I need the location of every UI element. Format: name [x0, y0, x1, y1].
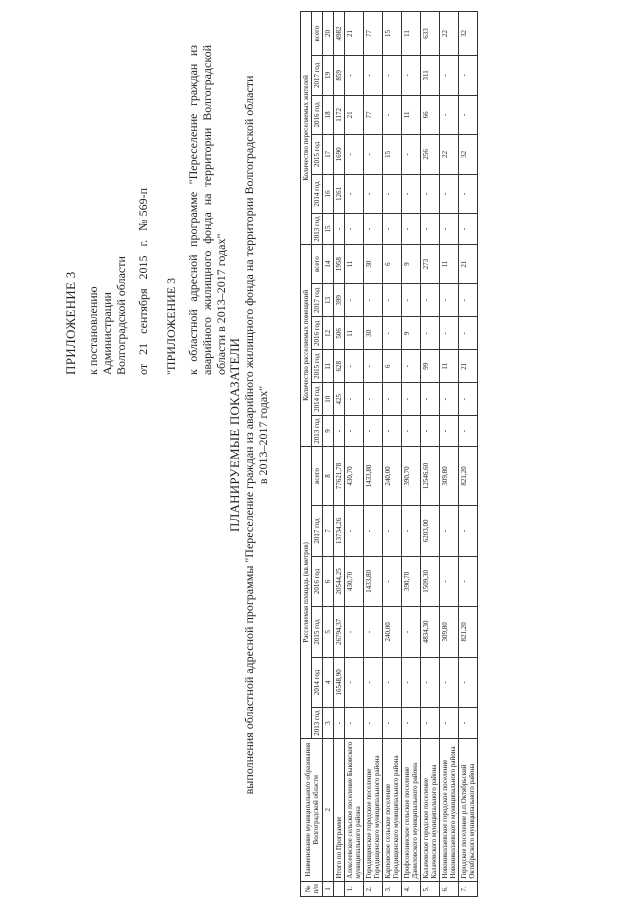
- people-value: 11: [402, 12, 421, 56]
- people-value: -: [440, 56, 459, 96]
- people-value: 633: [421, 12, 440, 56]
- column-index-cell: 6: [323, 556, 334, 607]
- row-number: 3.: [383, 881, 402, 896]
- column-index-cell: 20: [323, 12, 334, 56]
- rooms-value: -: [345, 284, 364, 317]
- people-value: 15: [383, 12, 402, 56]
- rooms-value: -: [440, 383, 459, 416]
- header-rooms: Количество расселяемых помещений: [301, 244, 312, 446]
- rooms-value: -: [345, 416, 364, 447]
- area-value: -: [440, 556, 459, 607]
- date-g: г.: [136, 239, 150, 247]
- area-value: 26794,37: [334, 607, 345, 658]
- row-number: 2.: [364, 881, 383, 896]
- column-index-cell: 16: [323, 174, 334, 214]
- people-value: 256: [421, 135, 440, 175]
- column-index-cell: 9: [323, 416, 334, 447]
- year-header: 2017 год: [312, 56, 323, 96]
- rooms-value: -: [383, 317, 402, 350]
- area-value: -: [345, 708, 364, 739]
- column-index-cell: 13: [323, 284, 334, 317]
- area-value: 13734,26: [334, 506, 345, 557]
- rooms-value: -: [459, 416, 478, 447]
- table-body: [334, 12, 478, 897]
- row-number: 6.: [440, 881, 459, 896]
- rooms-value: 11: [440, 244, 459, 284]
- area-value: -: [345, 607, 364, 658]
- rooms-value: -: [440, 284, 459, 317]
- people-value: -: [421, 214, 440, 245]
- rooms-value: 11: [440, 350, 459, 383]
- appendix-header: [64, 35, 228, 375]
- rooms-value: -: [402, 350, 421, 383]
- date-month: сентября: [136, 288, 150, 334]
- municipality-name: Городищенское городское поселение Городищенского муниципального района: [364, 738, 383, 881]
- people-value: 4982: [334, 12, 345, 56]
- area-value: -: [421, 657, 440, 708]
- rooms-value: -: [459, 383, 478, 416]
- rooms-value: 21: [459, 350, 478, 383]
- area-value: -: [421, 708, 440, 739]
- people-value: -: [383, 95, 402, 135]
- column-index-cell: 12: [323, 317, 334, 350]
- area-value: -: [364, 607, 383, 658]
- rooms-value: 9: [402, 244, 421, 284]
- area-value: -: [459, 708, 478, 739]
- area-value: 1433,80: [364, 556, 383, 607]
- header-people: Количество переселяемых жителей: [301, 12, 312, 245]
- people-value: -: [383, 174, 402, 214]
- rooms-value: 425: [334, 383, 345, 416]
- header-num: № п/п: [301, 881, 323, 896]
- area-value: -: [440, 506, 459, 557]
- area-value: -: [383, 506, 402, 557]
- rooms-value: -: [459, 284, 478, 317]
- year-header: 2017 год: [312, 506, 323, 557]
- area-value: 821,20: [459, 446, 478, 505]
- people-value: -: [364, 135, 383, 175]
- year-header: 2013 год: [312, 708, 323, 739]
- people-value: 1261: [334, 174, 345, 214]
- area-value: 77621,78: [334, 446, 345, 505]
- area-value: -: [440, 708, 459, 739]
- people-value: 32: [459, 12, 478, 56]
- column-index-cell: 2: [323, 738, 334, 881]
- area-value: -: [402, 708, 421, 739]
- year-header: всего: [312, 244, 323, 284]
- people-value: 32: [459, 135, 478, 175]
- people-value: 15: [383, 135, 402, 175]
- column-index-cell: 5: [323, 607, 334, 658]
- people-value: 21: [345, 95, 364, 135]
- rooms-value: -: [334, 416, 345, 447]
- area-value: -: [345, 657, 364, 708]
- area-value: 6203,00: [421, 506, 440, 557]
- people-value: 311: [421, 56, 440, 96]
- rooms-value: 399: [334, 284, 345, 317]
- area-value: 390,70: [402, 556, 421, 607]
- municipality-name: Городское поселение р.п.Октябрьский Октябрьского муниципального района: [459, 738, 478, 881]
- rooms-value: 628: [334, 350, 345, 383]
- area-value: -: [459, 657, 478, 708]
- indicators-table: [300, 11, 478, 897]
- year-header: 2017 год: [312, 284, 323, 317]
- header-area: Расселяемая площадь (кв.метров): [301, 446, 312, 738]
- year-header: 2016 год: [312, 556, 323, 607]
- rooms-value: 9: [402, 317, 421, 350]
- rooms-value: 6: [383, 350, 402, 383]
- appendix-title: ПРИЛОЖЕНИЕ 3: [63, 271, 78, 375]
- rooms-value: 30: [364, 244, 383, 284]
- column-index-cell: 3: [323, 708, 334, 739]
- appendix-quote-title: "ПРИЛОЖЕНИЕ 3: [164, 277, 178, 375]
- people-value: -: [440, 95, 459, 135]
- area-value: 430,70: [345, 556, 364, 607]
- rooms-value: -: [421, 383, 440, 416]
- column-index-cell: 18: [323, 95, 334, 135]
- people-value: 11: [402, 95, 421, 135]
- column-index-cell: 8: [323, 446, 334, 505]
- rooms-value: -: [402, 284, 421, 317]
- year-header: 2016 год: [312, 95, 323, 135]
- row-number: 1.: [345, 881, 364, 896]
- appendix-program-text: к областной адресной программе "Переселение граждан из аварийного жилищного фонда на территории Волгоградской области в 2013–2017 годах": [186, 45, 228, 375]
- people-value: -: [440, 214, 459, 245]
- people-value: 859: [334, 56, 345, 96]
- appendix-administration: Администрации: [100, 292, 114, 375]
- municipality-name: Профсоюзинское сельское поселение Даниловского муниципального района: [402, 738, 421, 881]
- people-value: -: [402, 174, 421, 214]
- area-value: 16548,90: [334, 657, 345, 708]
- column-index-cell: 11: [323, 350, 334, 383]
- area-value: 20544,25: [334, 556, 345, 607]
- date-day: 21: [136, 342, 150, 355]
- area-value: -: [383, 708, 402, 739]
- row-number: 7.: [459, 881, 478, 896]
- people-value: -: [440, 174, 459, 214]
- table-row: [440, 12, 459, 897]
- year-header: 2013 год: [312, 416, 323, 447]
- table-row: [421, 12, 440, 897]
- column-index-cell: 19: [323, 56, 334, 96]
- rooms-value: -: [364, 383, 383, 416]
- rooms-value: -: [440, 317, 459, 350]
- rooms-value: -: [459, 317, 478, 350]
- document-heading: [228, 55, 270, 815]
- municipality-name: Калачевское городское поселение Калачевского муниципального района: [421, 738, 440, 881]
- people-value: -: [459, 95, 478, 135]
- header-name: Наименование муниципального образования Волгоградской области: [301, 738, 323, 881]
- rooms-value: 30: [364, 317, 383, 350]
- area-value: 821,20: [459, 607, 478, 658]
- rooms-value: -: [421, 284, 440, 317]
- people-value: 1690: [334, 135, 345, 175]
- people-value: 77: [364, 95, 383, 135]
- rooms-value: -: [383, 383, 402, 416]
- people-value: -: [402, 135, 421, 175]
- year-header: 2015 год: [312, 135, 323, 175]
- rooms-value: 1958: [334, 244, 345, 284]
- year-header: 2015 год: [312, 350, 323, 383]
- people-value: -: [345, 174, 364, 214]
- rooms-value: -: [345, 383, 364, 416]
- row-number: 4.: [402, 881, 421, 896]
- municipality-name: Карповское сельское поселение Городищенского муниципального района: [383, 738, 402, 881]
- municipality-name: Алексеевское сельское поселение Быковского муниципального района: [345, 738, 364, 881]
- people-value: -: [402, 214, 421, 245]
- people-value: -: [345, 214, 364, 245]
- people-value: -: [383, 56, 402, 96]
- people-value: -: [334, 214, 345, 245]
- people-value: -: [459, 56, 478, 96]
- table-row: [334, 12, 345, 897]
- column-index-cell: 14: [323, 244, 334, 284]
- area-value: -: [459, 506, 478, 557]
- column-index-cell: 10: [323, 383, 334, 416]
- people-value: 22: [440, 12, 459, 56]
- year-header: 2015 год: [312, 607, 323, 658]
- rooms-value: 273: [421, 244, 440, 284]
- heading-title: ПЛАНИРУЕМЫЕ ПОКАЗАТЕЛИ: [227, 337, 242, 533]
- area-value: 240,00: [383, 446, 402, 505]
- area-value: 1509,30: [421, 556, 440, 607]
- year-header: 2014 год: [312, 174, 323, 214]
- area-value: -: [383, 657, 402, 708]
- date-from: от: [136, 363, 150, 375]
- year-header: 2014 год: [312, 383, 323, 416]
- area-value: -: [334, 708, 345, 739]
- people-value: 66: [421, 95, 440, 135]
- rooms-value: 506: [334, 317, 345, 350]
- people-value: -: [345, 135, 364, 175]
- rooms-value: -: [383, 416, 402, 447]
- rooms-value: -: [345, 350, 364, 383]
- row-number: [334, 881, 345, 896]
- rooms-value: -: [402, 383, 421, 416]
- area-value: -: [364, 708, 383, 739]
- table-row: [364, 12, 383, 897]
- area-value: -: [345, 506, 364, 557]
- area-value: -: [364, 657, 383, 708]
- table-row: [402, 12, 421, 897]
- area-value: -: [459, 556, 478, 607]
- people-value: -: [364, 56, 383, 96]
- column-index-cell: 15: [323, 214, 334, 245]
- rooms-value: -: [364, 416, 383, 447]
- column-index-cell: 7: [323, 506, 334, 557]
- area-value: 390,70: [402, 446, 421, 505]
- table-row: [459, 12, 478, 897]
- people-value: -: [345, 56, 364, 96]
- area-value: 309,80: [440, 446, 459, 505]
- year-header: 2014 год: [312, 657, 323, 708]
- rooms-value: -: [402, 416, 421, 447]
- area-value: -: [402, 506, 421, 557]
- year-header: всего: [312, 12, 323, 56]
- rooms-value: -: [421, 317, 440, 350]
- people-value: -: [364, 174, 383, 214]
- area-value: -: [440, 657, 459, 708]
- people-value: 22: [440, 135, 459, 175]
- people-value: -: [364, 214, 383, 245]
- rooms-value: 11: [345, 317, 364, 350]
- rooms-value: 99: [421, 350, 440, 383]
- heading-line-2: в 2013–2017 годах": [256, 385, 270, 485]
- people-value: 1172: [334, 95, 345, 135]
- rooms-value: 6: [383, 244, 402, 284]
- people-value: 21: [345, 12, 364, 56]
- area-value: 4834,30: [421, 607, 440, 658]
- people-value: -: [421, 174, 440, 214]
- column-index-row: [323, 12, 334, 897]
- rooms-value: 11: [345, 244, 364, 284]
- area-value: 240,00: [383, 607, 402, 658]
- people-value: -: [459, 174, 478, 214]
- rooms-value: -: [421, 416, 440, 447]
- people-value: -: [402, 56, 421, 96]
- area-value: -: [383, 556, 402, 607]
- rooms-value: -: [440, 416, 459, 447]
- year-header: 2013 год: [312, 214, 323, 245]
- rooms-value: -: [364, 350, 383, 383]
- area-value: -: [402, 607, 421, 658]
- people-value: -: [459, 214, 478, 245]
- row-number: 5.: [421, 881, 440, 896]
- appendix-region: Волгоградской области: [114, 256, 128, 375]
- table-row: [383, 12, 402, 897]
- area-value: -: [402, 657, 421, 708]
- area-value: -: [364, 506, 383, 557]
- year-header: 2016 год: [312, 317, 323, 350]
- municipality-name: Новониколаевское городское поселение Новониколаевского муниципального района: [440, 738, 459, 881]
- date-year: 2015: [136, 255, 150, 280]
- column-index-cell: 4: [323, 657, 334, 708]
- area-value: 12546,60: [421, 446, 440, 505]
- area-value: 1433,80: [364, 446, 383, 505]
- municipality-name: Итого по Программе: [334, 738, 345, 881]
- rooms-value: -: [364, 284, 383, 317]
- rooms-value: -: [383, 284, 402, 317]
- column-index-cell: 17: [323, 135, 334, 175]
- year-header: всего: [312, 446, 323, 505]
- resolution-number: № 569-п: [136, 188, 150, 231]
- appendix-to-resolution: к постановлению: [86, 286, 100, 375]
- area-value: 430,70: [345, 446, 364, 505]
- heading-line-1: выполнения областной адресной программы "Переселение граждан из аварийного жилищного фонда на территории Волгоградской области: [242, 75, 256, 795]
- people-value: -: [383, 214, 402, 245]
- table-row: [345, 12, 364, 897]
- area-value: 309,80: [440, 607, 459, 658]
- appendix-date: [136, 35, 150, 375]
- people-value: 77: [364, 12, 383, 56]
- column-index-cell: 1: [323, 881, 334, 896]
- rooms-value: 21: [459, 244, 478, 284]
